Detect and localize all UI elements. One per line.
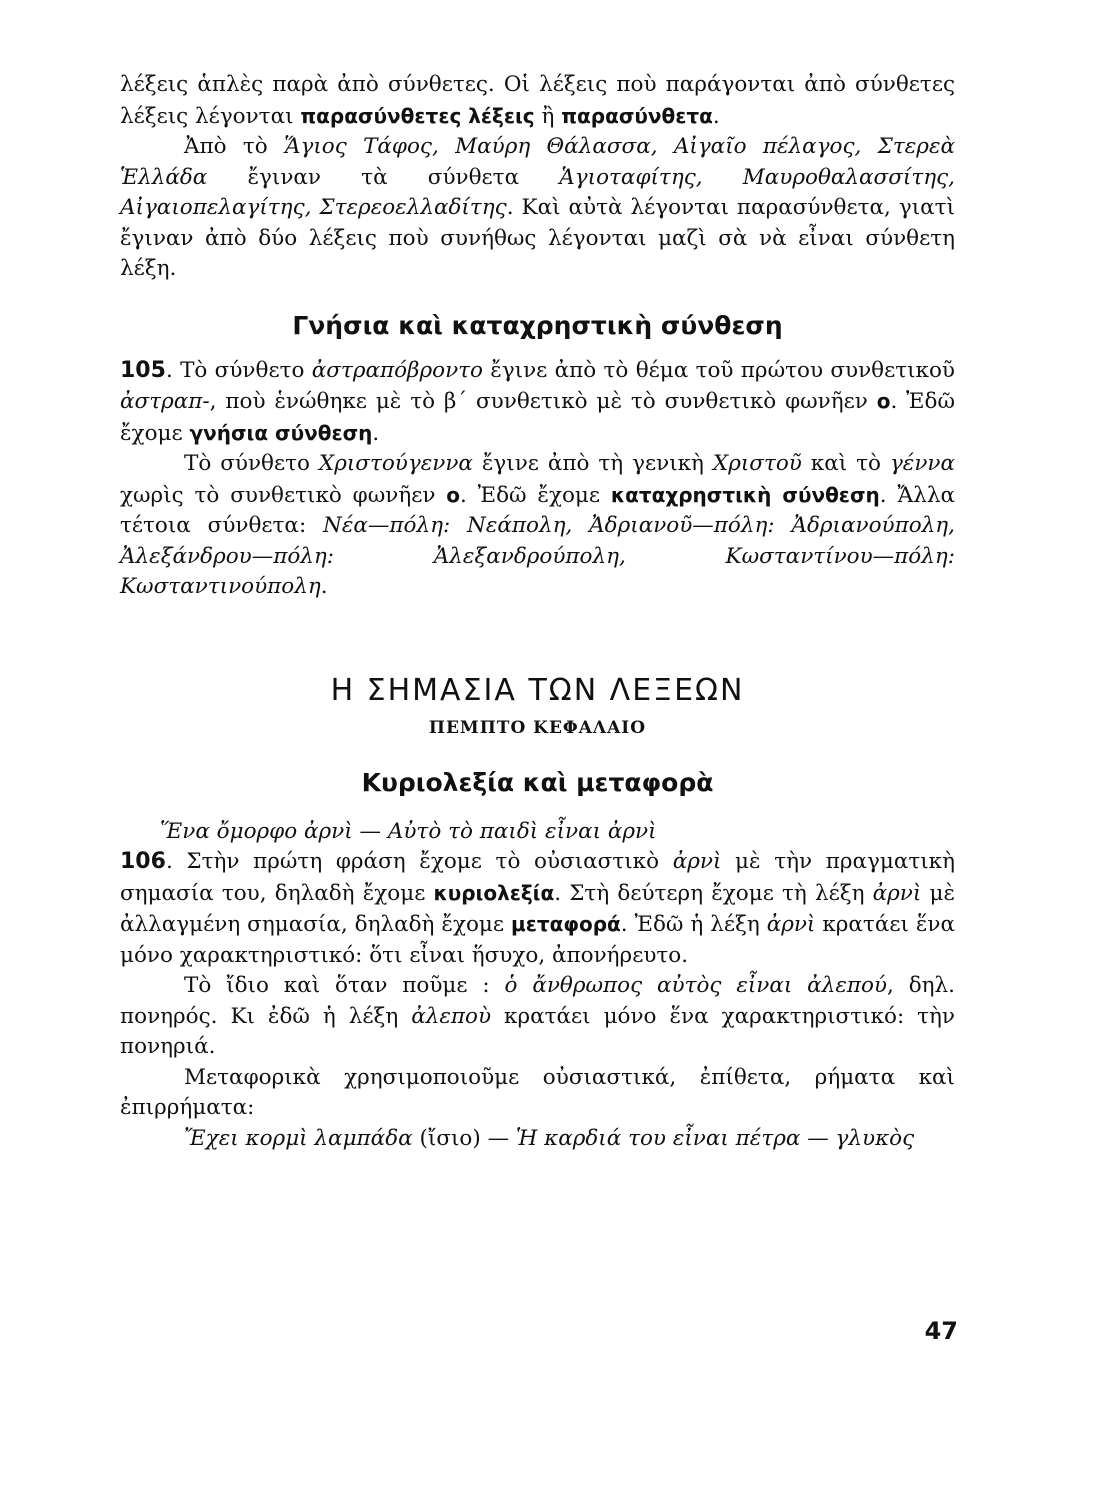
- page-body: [120, 70, 955, 1154]
- text: . Ἄλλα τέτοια σύνθετα:: [120, 482, 956, 538]
- section-number: 106: [120, 849, 166, 874]
- text: . Καὶ αὐτὰ λέγονται παρασύνθετα, γιατὶ ἔγιναν ἀπὸ δύο λέξεις ποὺ συνήθως λέγονται μαζὶ σὰ νὰ εἶναι σύνθετη λέξη.: [120, 195, 955, 281]
- example-phrase: Ἔχει κορμὶ λαμπάδα: [184, 1125, 413, 1151]
- text: Τὸ ἴδιο καὶ ὅταν ποῦμε :: [184, 973, 505, 998]
- example-phrase: ὁ ἄνθρωπος αὐτὸς εἶναι ἀλεπού: [504, 973, 888, 998]
- term-kyriolexia: κυριολεξία: [433, 880, 555, 905]
- term: ο: [446, 482, 461, 507]
- example-phrase: Ἡ καρδιά του εἶναι πέτρα — γλυκὸς: [515, 1125, 915, 1151]
- text: χωρὶς τὸ συνθετικὸ φωνῆεν: [120, 482, 447, 508]
- example-word: ἀστραπ-: [120, 389, 210, 414]
- paragraph-examples-metafora: [120, 1124, 955, 1155]
- example-word: Χριστοῦ: [712, 451, 802, 476]
- example-word: Χριστούγεννα: [318, 451, 473, 476]
- heading-kyriolexia: Κυριολεξία καὶ μεταφορὰ: [361, 767, 714, 797]
- example-word: γέννα: [889, 451, 955, 476]
- text: .: [712, 103, 720, 129]
- paragraph-katachristiki: [120, 449, 955, 603]
- text: λέξεις ἁπλὲς παρὰ ἀπὸ σύνθετες. Οἱ λέξεις ποὺ παράγονται ἀπὸ σύνθετες λέξεις λέγονται: [120, 72, 955, 129]
- term-gnisia-synthesi: γνήσια σύνθεση: [189, 420, 373, 445]
- paragraph-metaforika: Μεταφορικὰ χρησιμοποιοῦμε οὐσιαστικά, ἐπίθετα, ρήματα καὶ ἐπιρρήματα:: [120, 1064, 955, 1120]
- example-word: ἀλεποὺ: [411, 1003, 492, 1029]
- page-number: 47: [924, 1317, 958, 1345]
- text: , δηλ. πονηρός. Κι ἐδῶ ἡ λέξη: [120, 973, 955, 1029]
- text: Τὸ σύνθετο: [184, 451, 319, 476]
- section-number: 105: [120, 357, 166, 383]
- text: . Τὸ σύνθετο: [165, 357, 312, 383]
- paragraph-parasyntheta-intro: [120, 70, 955, 132]
- text: μὲ ἀλλαγμένη σημασία, δηλαδὴ ἔχομε: [120, 880, 955, 937]
- term-parasyntheta: παρασύνθετα: [561, 103, 713, 128]
- text: κρατάει μόνο ἕνα χαρακτηριστικό: τὴν πονηριά.: [120, 1003, 955, 1059]
- paragraph-parasyntheta-examples: [120, 132, 955, 285]
- text: ἔγινε ἀπὸ τὴ γενικὴ: [472, 451, 713, 476]
- example-word: ἀστραπόβροντο: [311, 357, 483, 383]
- paragraph-106: [120, 847, 955, 971]
- example-list: Νέα—πόλη: Νεάπολη, Ἀδριανοῦ—πόλη: Ἀδριανούπολη, Ἀλεξάνδρου—πόλη: Ἀλεξανδρούπολη, Κωσταντίνου—πόλη: Κωσταντινούπολη: [120, 513, 956, 599]
- paragraph-105: [120, 356, 955, 450]
- text: , ποὺ ἑνώθηκε μὲ τὸ β΄ συνθετικὸ μὲ τὸ συνθετικὸ φωνῆεν: [209, 389, 877, 414]
- text: ἢ: [534, 103, 562, 129]
- text: Ἀπὸ τὸ: [184, 134, 285, 159]
- text: κρατάει ἕνα μόνο χαρακτηριστικό: ὅτι εἶναι ἥσυχο, ἀπονήρευτο.: [120, 912, 955, 968]
- text: ἔγιναν τὰ σύνθετα: [207, 164, 560, 190]
- term-katachristiki-synthesi: καταχρηστικὴ σύνθεση: [610, 482, 880, 507]
- chapter-label: ΠΕΜΠΤΟ ΚΕΦΑΛΑΙΟ: [428, 717, 647, 738]
- term: ο: [876, 389, 891, 413]
- text: . Στὴ δεύτερη ἔχομε τὴ λέξη: [554, 880, 873, 906]
- example-word: ἀρνὶ: [766, 912, 816, 937]
- text: καὶ τὸ: [801, 451, 890, 476]
- text: (ἴσιο) —: [412, 1125, 516, 1151]
- text: . Ἐδῶ ἔχομε: [120, 389, 956, 446]
- example-words: Ἁγιοταφίτης, Μαυροθαλασσίτης, Αἰγαιοπελαγίτης, Στερεοελλαδίτης: [120, 164, 955, 220]
- example-line: Ἕνα ὄμορφο ἀρνὶ — Αὐτὸ τὸ παιδὶ εἶναι ἀρνὶ: [160, 818, 657, 844]
- term-metafora: μεταφορά: [511, 912, 621, 936]
- text: . Στὴν πρώτη φράση ἔχομε τὸ οὐσιαστικὸ: [165, 849, 673, 874]
- text: .: [372, 420, 380, 446]
- text: ἔγινε ἀπὸ τὸ θέμα τοῦ πρώτου συνθετικοῦ: [482, 357, 955, 383]
- section-title: Η ΣΗΜΑΣΙΑ ΤΩΝ ΛΕΞΕΩΝ: [330, 672, 745, 708]
- paragraph-alepou: [120, 971, 955, 1063]
- term-parasyntheta-lexeis: παρασύνθετες λέξεις: [300, 103, 535, 128]
- example-word: ἀρνὶ: [672, 849, 722, 874]
- example-word: ἀρνὶ: [872, 880, 922, 906]
- text: . Ἐδῶ ἡ λέξη: [620, 912, 767, 937]
- text: . Ἐδῶ ἔχομε: [460, 482, 611, 508]
- text: μὲ τὴν πραγματικὴ σημασία του, δηλαδὴ ἔχομε: [120, 849, 955, 906]
- text: .: [320, 574, 328, 599]
- heading-gnisia-synthesi: Γνήσια καὶ καταχρηστικὴ σύνθεση: [292, 310, 783, 340]
- example-words: Ἅγιος Τάφος, Μαύρη Θάλασσα, Αἰγαῖο πέλαγος, Στερεὰ Ἑλλάδα: [120, 134, 956, 190]
